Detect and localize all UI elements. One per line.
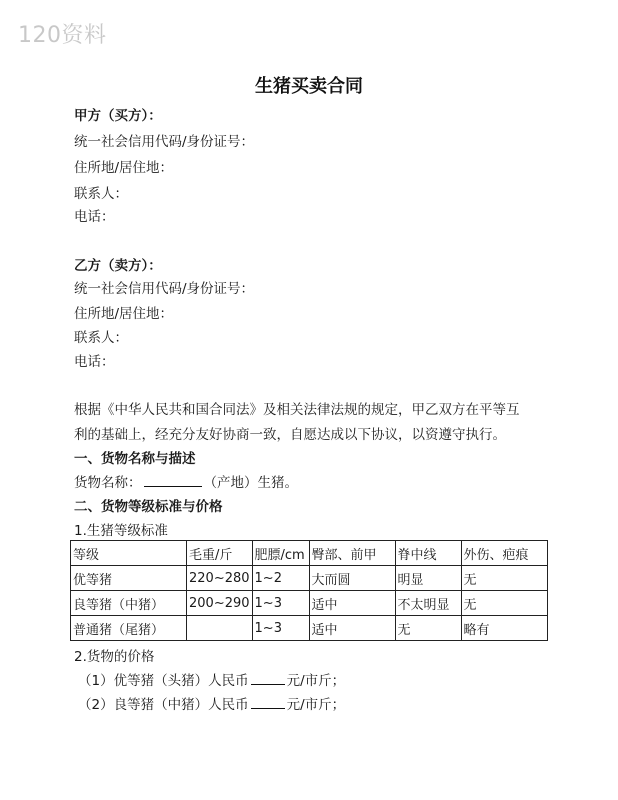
table-header-cell: 脊中线 — [395, 541, 461, 566]
goods-name-line — [74, 471, 298, 491]
table-row — [71, 616, 548, 641]
party-b-phone: 电话： — [74, 354, 115, 370]
goods-name-label: 货物名称： — [74, 475, 142, 491]
price-1-blank[interactable] — [251, 671, 285, 685]
grade-standard-table — [70, 540, 548, 641]
table-row — [71, 591, 548, 616]
section-1-heading: 一、货物名称与描述 — [74, 451, 196, 467]
document-title: 生猪买卖合同 — [255, 76, 363, 97]
table-cell: 200~290 — [187, 591, 253, 616]
table-row — [71, 566, 548, 591]
price-line-1 — [78, 669, 345, 689]
table-header-cell: 毛重/斤 — [187, 541, 253, 566]
party-b-address: 住所地/居住地： — [74, 306, 174, 322]
table-cell: 略有 — [461, 616, 547, 641]
table-cell: 不太明显 — [395, 591, 461, 616]
table-cell: 适中 — [309, 616, 395, 641]
table-header-cell: 臀部、前甲 — [309, 541, 395, 566]
table-cell: 无 — [395, 616, 461, 641]
table-cell: 1~3 — [252, 616, 309, 641]
party-a-credit-code: 统一社会信用代码/身份证号： — [74, 134, 255, 150]
price-subheading: 2.货物的价格 — [74, 649, 155, 665]
goods-origin-label: （产地）生猪。 — [203, 475, 298, 491]
goods-name-blank[interactable] — [144, 473, 202, 487]
price-line-2 — [78, 693, 345, 713]
party-b-contact: 联系人： — [74, 330, 128, 346]
price-1-unit: 元/市斤； — [286, 673, 346, 689]
table-cell: 大而圆 — [309, 566, 395, 591]
preamble-line-1: 根据《中华人民共和国合同法》及相关法律法规的规定，甲乙双方在平等互 — [74, 402, 520, 418]
section-2-heading: 二、货物等级标准与价格 — [74, 499, 223, 515]
table-cell: 普通猪（尾猪） — [71, 616, 187, 641]
party-b-heading: 乙方（卖方）： — [74, 258, 162, 274]
party-a-contact: 联系人： — [74, 186, 128, 202]
table-cell: 适中 — [309, 591, 395, 616]
table-header-row — [71, 541, 548, 566]
table-cell: 1~2 — [252, 566, 309, 591]
table-cell: 无 — [461, 566, 547, 591]
party-a-address: 住所地/居住地： — [74, 160, 174, 176]
table-cell: 明显 — [395, 566, 461, 591]
price-2-label: （2）良等猪（中猪）人民币 — [78, 697, 249, 713]
watermark: 120资料 — [18, 23, 107, 48]
price-2-blank[interactable] — [251, 695, 285, 709]
table-header-cell: 肥膘/cm — [252, 541, 309, 566]
table-cell: 良等猪（中猪） — [71, 591, 187, 616]
price-1-label: （1）优等猪（头猪）人民币 — [78, 673, 249, 689]
grade-standard-subheading: 1.生猪等级标准 — [74, 523, 168, 539]
table-cell — [187, 616, 253, 641]
table-header-cell: 等级 — [71, 541, 187, 566]
table-cell: 无 — [461, 591, 547, 616]
price-2-unit: 元/市斤； — [286, 697, 346, 713]
table-cell: 优等猪 — [71, 566, 187, 591]
preamble-line-2: 利的基础上，经充分友好协商一致，自愿达成以下协议，以资遵守执行。 — [74, 427, 506, 443]
table-header-cell: 外伤、疤痕 — [461, 541, 547, 566]
table-cell: 220~280 — [187, 566, 253, 591]
party-b-credit-code: 统一社会信用代码/身份证号： — [74, 281, 255, 297]
party-a-phone: 电话： — [74, 209, 115, 225]
party-a-heading: 甲方（买方）： — [74, 108, 162, 124]
table-cell: 1~3 — [252, 591, 309, 616]
